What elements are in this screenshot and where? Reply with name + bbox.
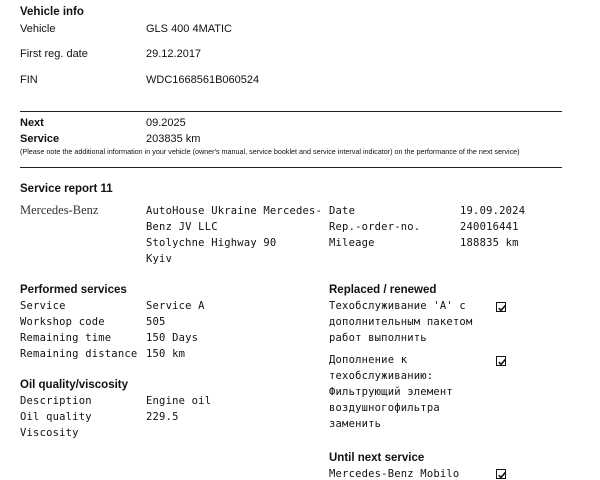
mercedes-benz-logo: Mercedes-Benz bbox=[20, 203, 99, 217]
first-reg-value: 29.12.2017 bbox=[146, 48, 202, 60]
replaced-item-2-line-2: техобслуживанию: bbox=[329, 370, 434, 382]
next-service-note: (Please note the additional information in your vehicle (owner's manual, service booklet and service interval indicator) on the performance of the next service) bbox=[20, 147, 520, 156]
dealer-line-3: Stolychne Highway 90 bbox=[146, 237, 277, 249]
viscosity-label: Viscosity bbox=[20, 427, 79, 439]
dealer-line-1: AutoHouse Ukraine Mercedes- bbox=[146, 205, 323, 217]
service-row-label: Service bbox=[20, 300, 66, 312]
service-row-value: Service A bbox=[146, 300, 205, 312]
divider-bottom bbox=[20, 167, 562, 168]
vehicle-label: Vehicle bbox=[20, 23, 56, 35]
service-label: Service bbox=[20, 133, 60, 145]
divider-top bbox=[20, 111, 562, 112]
workshop-code-value: 505 bbox=[146, 316, 166, 328]
next-service-date: 09.2025 bbox=[146, 117, 186, 129]
until-next-service-heading: Until next service bbox=[329, 452, 425, 464]
replaced-item-1-line-1: Техобслуживание 'A' с bbox=[329, 300, 466, 312]
next-label: Next bbox=[20, 117, 44, 129]
dealer-line-2: Benz JV LLC bbox=[146, 221, 218, 233]
rep-order-label: Rep.-order-no. bbox=[329, 221, 421, 233]
remaining-distance-label: Remaining distance bbox=[20, 348, 138, 360]
until-next-item-1: Mercedes-Benz Mobilo bbox=[329, 468, 460, 480]
workshop-code-label: Workshop code bbox=[20, 316, 105, 328]
date-value: 19.09.2024 bbox=[460, 205, 526, 217]
service-report-heading: Service report 11 bbox=[20, 183, 113, 195]
replaced-item-2-checkbox[interactable] bbox=[496, 356, 506, 366]
fin-label: FIN bbox=[20, 74, 38, 86]
rep-order-value: 240016441 bbox=[460, 221, 519, 233]
replaced-item-2-line-1: Дополнение к bbox=[329, 354, 408, 366]
replaced-item-2-line-5: заменить bbox=[329, 418, 382, 430]
until-next-item-1-checkbox[interactable] bbox=[496, 469, 506, 479]
first-reg-label: First reg. date bbox=[20, 48, 88, 60]
mileage-label: Mileage bbox=[329, 237, 375, 249]
next-service-mileage: 203835 km bbox=[146, 133, 201, 145]
performed-services-heading: Performed services bbox=[20, 284, 127, 296]
oil-quality-value: 229.5 bbox=[146, 411, 179, 423]
date-label: Date bbox=[329, 205, 356, 217]
oil-quality-label: Oil quality bbox=[20, 411, 92, 423]
oil-description-value: Engine oil bbox=[146, 395, 212, 407]
replaced-item-1-line-2: дополнительным пакетом bbox=[329, 316, 473, 328]
checkmark-icon bbox=[497, 303, 507, 313]
replaced-item-1-checkbox[interactable] bbox=[496, 302, 506, 312]
replaced-item-1-line-3: работ выполнить bbox=[329, 332, 427, 344]
checkmark-icon bbox=[497, 357, 507, 367]
remaining-distance-value: 150 km bbox=[146, 348, 186, 360]
replaced-item-2-line-3: Фильтрующий элемент bbox=[329, 386, 453, 398]
checkmark-icon bbox=[497, 470, 507, 480]
mileage-value: 188835 km bbox=[460, 237, 519, 249]
replaced-heading: Replaced / renewed bbox=[329, 284, 437, 296]
vehicle-info-heading: Vehicle info bbox=[20, 6, 84, 18]
dealer-line-4: Kyiv bbox=[146, 253, 173, 265]
remaining-time-value: 150 Days bbox=[146, 332, 199, 344]
fin-value: WDC1668561B060524 bbox=[146, 74, 260, 86]
replaced-item-2-line-4: воздушногофильтра bbox=[329, 402, 440, 414]
vehicle-value: GLS 400 4MATIC bbox=[146, 23, 232, 35]
oil-heading: Oil quality/viscosity bbox=[20, 379, 129, 391]
oil-description-label: Description bbox=[20, 395, 92, 407]
remaining-time-label: Remaining time bbox=[20, 332, 112, 344]
